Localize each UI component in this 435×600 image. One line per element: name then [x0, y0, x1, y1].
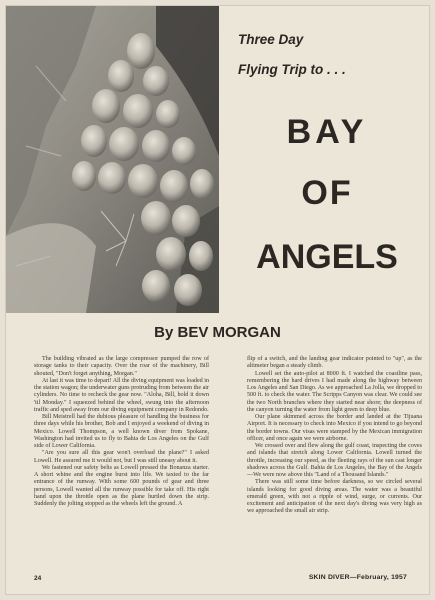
- paragraph: There was still some time before darkness, so we circled several islands looking for good diving areas. The water was a beautiful emerald green, with not a ripple of wind, surge, or currents. Our excitement and anticipation of the next day's diving was very high as we approached the small air strip.: [247, 479, 422, 515]
- paragraph: We fastened our safety belts as Lowell pressed the Bonanza starter. A short whine and the engine burst into life. We taxied to the far entrance of the runway. With some 600 pounds of gear and three persons, Lowell wanted all the runway possible for take off. His right hand upon the throttle open as the plane hurtled down the strip. Suddenly the jolting stopped as the wheels left the ground. A: [34, 464, 209, 507]
- coral-reef-photo-graphic: [6, 6, 219, 313]
- byline: By BEV MORGAN: [154, 324, 281, 341]
- kicker-line-1: Three Day: [238, 32, 304, 47]
- coral-reef-photo: [6, 6, 219, 313]
- paragraph: flip of a switch, and the landing gear indicator pointed to "up", as the altimeter began a steady climb.: [247, 356, 422, 370]
- right-text-column: [247, 356, 422, 516]
- left-text-column: [34, 356, 209, 508]
- magazine-footer: SKIN DIVER—February, 1957: [308, 574, 407, 581]
- paragraph: Lowell set the auto-pilot at 8000 ft. I watched the coastline pass, remembering the hard drives I had made along the highway between Los Angeles and San Diego. As we approached La Jolla, we dropped to 500 ft. to check the water. The Scripps Canyon was clear. We could see the two North branches where they started near shore; the deepness of the canyon turning the water from light green to deep blue.: [247, 370, 422, 413]
- paragraph: The building vibrated as the large compressor pumped the row of storage tanks to their capacity. Over the roar of the machinery, Bill shouted, "Don't forget anything, Morgan.": [34, 356, 209, 377]
- paragraph: We crossed over and flew along the gulf coast, inspecting the coves and islands that stretch along Lower California. Lowell turned the throttle, increasing our speed, as the fleeting rays of the sun cast longer shadows across the Gulf. Bahia de Los Angeles, the Bay of the Angels—We were now above this "Land of a Thousand Islands.": [247, 443, 422, 478]
- page-number: 24: [34, 575, 42, 582]
- paragraph: "Are you sure all this gear won't overload the plane?" I asked Lowell. He assured me it would not, but I was still uneasy about it.: [34, 450, 209, 464]
- magazine-page: [6, 6, 429, 594]
- paragraph: Bill Meistrell had the dubious pleasure of handling the business for three days while his brother, Bob and I enjoyed a weekend of diving in Mexico. Lowell Thompson, a well known diver from Spokane, Washington had invited us to fly to Bahia de Los Angeles on the Gulf side of Lower California.: [34, 414, 209, 449]
- paragraph: Our plane skimmed across the border and landed at the Tijuana Airport. It is necessary to check into Mexico if you intend to go beyond the border towns. Our visas were stamped by the Mexican immigration officer, and once again we were airborne.: [247, 414, 422, 442]
- title-angels: ANGELS: [256, 238, 398, 276]
- kicker-line-2: Flying Trip to . . .: [238, 62, 346, 77]
- title-of: OF: [301, 174, 353, 212]
- title-bay: BAY: [286, 113, 368, 151]
- paragraph: At last it was time to depart! All the diving equipment was loaded in the station wagon; the underwater guns protruding from between the air cylinders. No time to recheck the gear now. "Aloha, Bill, hold it down 'til Monday." I squeezed behind the wheel, swung into the afternoon traffic and sped away from our diving equipment company in Redondo.: [34, 377, 209, 413]
